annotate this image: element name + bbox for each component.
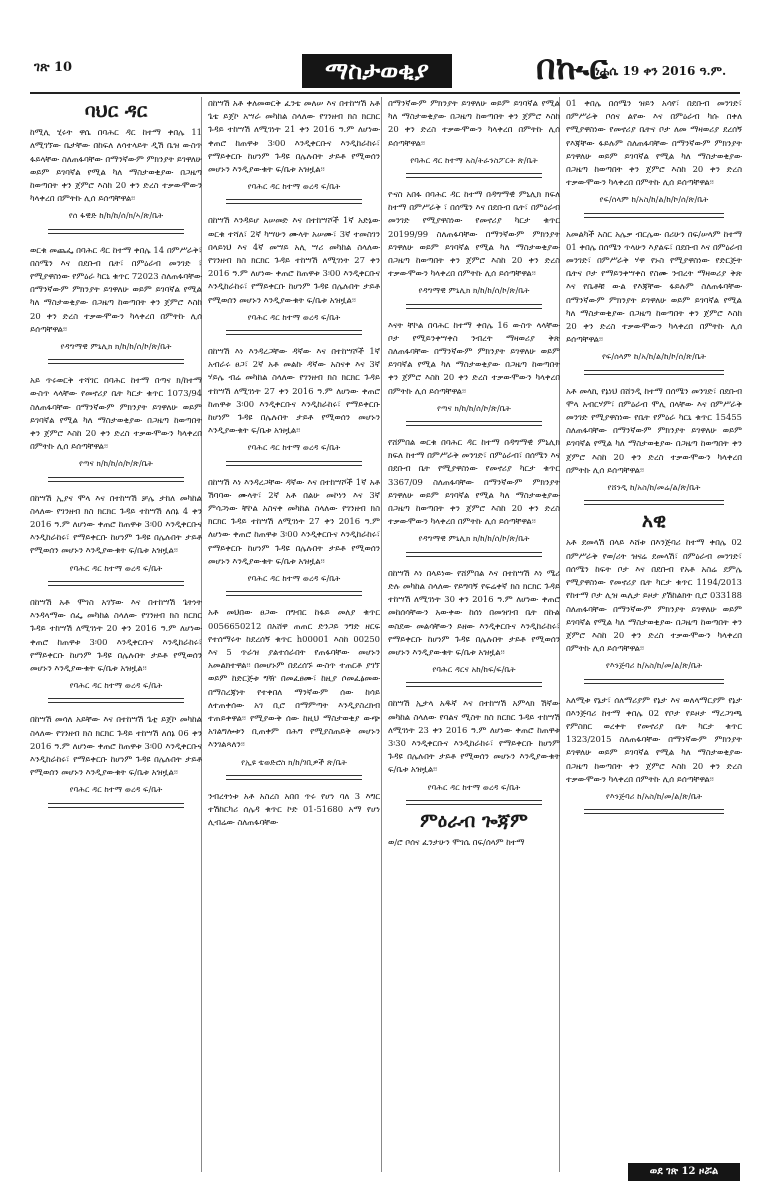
notice-signature: የባሕር ዳር ከተማ ወረዳ ፍ/ቤት [69,784,163,795]
legal-notice [566,228,742,364]
legal-notice [30,374,202,470]
legal-notice [388,97,560,167]
newspaper-name: በኲር [536,48,608,88]
section-heading-bahir-dar: ባህር ዳር [84,100,148,122]
notice-text: ከሚሊ ሂሩት ዋሴ በባሕር ዳር ከተማ ቀበሌ 11 ለሚገኘው ቤታቸው በከፍለ ለሳተላይት ዲሽ ቤዝ ውስጥ ፋይላቸው ስለጠፋባቸው በማንኛውም ምክንያት ይገዋለሁ ወይም ይገባኛል የሚል ካለ ማስታወቂያው በጋዜጣ ከወጣበት ቀን ጀምሮ እስከ 20 ቀን ድረስ ተቃውሞውን ካላቀረበ በምትኩ ሊሰ ይሰጣቸዋል፡፡ [30,127,202,204]
legal-notice [208,476,380,586]
notice-signature: የባሕር ዳር ከተማ አስ/ትራንስፖርት ጽ/ቤት [410,154,538,165]
legal-notice [388,188,560,298]
notice-signature: የባሕር ዳር ከተማ ወረዳ ፍ/ቤት [69,680,163,691]
notice-text: አቶ መህበው ፀጋው በግብር ከፋይ መለያ ቁጥር 0056650212 በአሸዋ ጠጠር ድንጋይ ንግድ ዘርፍ የተሰማሩት ከደረሰኝ ቁጥር h00001 እስከ 00250 እና 5 ጥራዝ ያልተሰራበት የጠፋባቸው መሆኑን አመልክተዋል፡፡ በመሆኑም በደረሰኙ ውስጥ ተጠርቶ ያገኘ ወይም ከድርጅቱ ግዥ በመፈፀሙ፣ ከዚያ ሶመፈፅመው በማስረጃነት የተቀበለ ማንኛውም ሰው ከሳይ ለተጠቀሰው አገ ቢሮ በማምጣት እንዲያስረክብ ተጠይቀዋል፡፡ የሚያውቅ ሰው ከዚህ ማስታወቂያ ውጭ አገልግሎቱን ቢጠቀም በሕግ የሚያስጠይቅ መሆኑን እንገልጻለን፡፡ [208,607,380,750]
legal-notice [30,713,202,796]
notice-signature: የባሕር ዳር ከተማ ወረዳ ፍ/ቤት [69,562,163,573]
legal-notice [30,596,202,692]
legal-notice [30,244,202,354]
section-title-box: ማስታወቂያ [302,54,452,88]
notice-signature: የሰ ፋዊድ ከ/ከ/ከ/ሰ/ክ/ኣ/ጽ/ቤት [68,210,164,221]
notice-separator [406,173,542,178]
notice-separator [406,421,542,426]
notice-text: በከሣሽ መሳለ አይቸው እና በተከሣሽ ጌቲ ይጀኮ መካከል ስላለው የገንዘብ ክስ ክርክር ጉዳይ ተከሣሽ ለሰኔ 06 ቀን 2016 ዓ.ም ለሆነው ቀጠሮ ከጠዋቱ 3፡00 እንዲቀርቡና እንዲከራከሩ፣ የማይቀርቡ ከሆነም ጉዳዩ በሌሉበት ታይቶ የሚወሰን መሆኑን እንዲያውቁት ፍ/ቤቱ አዝዟል፡፡ [30,714,202,778]
notice-text: አመልካች አስር አሌቃ ብርሌው በሪሁን በፍ/ሠላም ከተማ 01 ቀበሌ በሰሜን ጥላሁን እያልፍ፣ በደቡብ እና በምዕራብ መንገድ፣ በምሥራቅ ሃዋ የኑስ የሚያዋስነው የድርጅት ቤትና ቦታ የማይንቀሣቀስ የስሙ ንብረት ማዛወሪያ ቅጽ እና የቤቶቹ ውል የእጃቸው ፋይሉም ስለጠፋባቸው በማንኛውም ምክንያት ይገዋለሁ ወይም ይገባኛል የሚል ካለ ማስታወቂያው በጋዜጣ ከወጣበት ቀን ጀምሮ እስከ 20 ቀን ድረስ ተቃውሞውን ካላቀረበ በምትኩ ሊሰ ይሰጣቸዋል፡፡ [566,228,742,345]
section-heading-awi: አዊ [641,510,667,533]
column-2 [208,97,380,831]
notice-separator [406,304,542,309]
notice-text: ወ/ሮ ቦሰና ፈንታሁን ሞገሴ በፍ/ሰላም ከተማ [388,836,525,847]
legal-notice [566,97,742,207]
notice-separator [584,213,724,218]
notice-separator [406,552,542,557]
notice-separator [226,199,362,204]
notice-signature: የዳግማዊ ምኒሊክ ክ/ከ/ከ/ሰ/ኮ/ጽ/ቤት [418,533,530,544]
legal-notice [566,536,742,672]
notice-text: በከሣሽ እነ እንዳረጋቸው ዳኛው እና በተከሣሾች 1ኛ አብራሩ ፀጋ፣ 2ኛ አቶ መልኩ ዳኛው አስናቀ እና 3ኛ ሃይሌ ብሬ መካከል ስላለው የገንዘብ ክስ ክርክር ጉዳይ ተከሣሽ ለሚገነት 27 ቀን 2016 ዓ.ም ለሆነው ቀጠሮ ከጠዋቱ 3፡00 እንዲቀርቡና እንዲከራከሩ፣ የማይቀርቡ ከሆነም ጉዳዩ በሌሉበት ታይቶ የሚወሰን መሆኑን እንዲያውቁት ፍ/ቤቱ አዝዟል፡፡ [208,346,380,436]
notice-signature: የኢዩ ቴወድሮስ ክ/ከ/ገቢዎች ጽ/ቤት [241,756,347,767]
notice-text: አይ ጥሩወርቅ ተሻገር በባሕር ከተማ በጣና ክ/ከተማ ውስጥ ላላቸው የመኖሪያ ቤት ካርታ ቁጥር 1073/94 ስለጠፋባቸው በማንኛውም ምክንያት ይገዋለሁ ወይም ይገባኛል የሚል ካለ ማስታወቂያው በጋዜጣ ከወጣበት ቀን ጀምሮ እስከ 20 ቀን ድረስ ተቃውሞውን ካላቀረበ በምትኩ ሊሰ ይሰጣቸዋል፡፡ [30,375,202,452]
notice-separator [48,229,184,234]
notice-text: በከሣሽ እንዳይሆ አሠመድ እና በተከሣሾች 1ኛ አድኔው ወርቁ ተሻለ፣ 2ኛ ካሣሁን ሙላት አሠሙ፣ 3ኛ ተመስገን በላይነህ እና 4ኛ መሣይ አሊ ሣሪ መካከል ስላለው የገንዘብ ክስ ክርክር ጉዳይ ተከሣሽ ለሚገነት 27 ቀን 2016 ዓ.ም ለሆነው ቀጠሮ ከጠዋቱ 3፡00 እንዲቀርቡና እንዲከራከሩ፣ የማይቀርቡ ከሆነም ጉዳዩ በሌሉበት ታይቶ የሚወሰን መሆኑን እንዲያውቁት ፍ/ቤቱ አዝዟል፡፡ [208,215,380,305]
notice-text: ወርቁ መጨፌ በባሕር ዳር ከተማ ቀበሌ 14 በምሥራቅ፣ በስሜን እና በደቡብ ቤት፣ በምዕራብ መንገድ ፣ የሚያዋስነው የምዕራ ካርኒ ቁጥር 72023 ስለጠፋባቸው በማንኛውም ምክንያት ይገዋለሁ ወይም ይገባኛል የሚል ካለ ማስታወቂያው በጋዜጣ ከወጣበት ቀን ጀምሮ እስከ 20 ቀን ድረስ ተቃውሞውን ካላቀረበ በምትኩ ሊሰ ይሰጣቸዋል፡፡ [30,244,202,334]
notice-text: ንብረትነቱ አቶ አስረስ አበበ ጥሩ የሆነ ባለ 3 እግር ተሽከርካሪ ሰሌዳ ቁጥር ኮድ 01-51680 አማ የሆነ ሊብሬው ስለጠፋባቸው [208,790,380,828]
notice-text: በከሣሽ ኢታላ አዱኛ እና በተከሣሽ አምላክ ሽኛው መካከል ስላለው የባልና ሚስት ክስ ክርክር ጉዳይ ተከሣሽ ለሚገነት 23 ቀን 2016 ዓ.ም ለሆነው ቀጠሮ ከጠዋቱ 3፡30 እንዲቀርቡና እንዲከራከሩ፣ የማይቀርቡ ከሆነም ጉዳዩ በሌሉበት ታይቶ የሚወሰን መሆኑን እንዲያውቁት ፍ/ቤቱ አዝዟል፡፡ [388,698,560,775]
notice-separator [48,803,184,808]
notice-separator [48,698,184,703]
notice-signature: የጣና ክ/ከ/ከ/ሰ/ኮ/ጽ/ቤት [437,402,511,413]
notice-text: አቶ ደመላሽ በላይ እሸቱ በእንጅባሪ ከተማ ቀበሌ 02 በምሥራቅ የወ/ሪት ዝናሬ ደመላሽ፣ በምዕራብ መንገድ፣ በሰሜን ከፍት ቦታ እና በደቡብ የአቶ አስሬ ደምሌ የሚያዋስነው የመኖሪያ ቤት ካርታ ቁጥር 1194/2013 የከተማ ቦታ ሊዝ ዉሊታ ይዞታ ያሽከልክት ቢሮ 033188 ስለጠፋባቸው በማንኛውም ምክንያት ይገዋለሁ ወይም ይገባኛል የሚል ካለ ማስታወቂያው በጋዜጣ ከወጣበት ቀን ጀምሮ እስከ 20 ቀን ድረስ ተቃውሞውን ካላቀረበ በምትኩ ሊሰ ይሰጣቸዋል፡፡ [566,537,742,654]
notice-separator [406,800,542,805]
notice-separator [584,370,724,375]
notice-signature: የዳግማዊ ምኒሊክ ክ/ከ/ከ/ሰ/ኮ/ጽ/ቤት [60,341,172,352]
notice-signature: የዳግማዊ ምኒሊክ ክ/ከ/ከ/ሰ/ኮ/ጽ/ቤት [418,285,530,296]
notice-text: በከሣሽ ኢያና ሞላ እና በተከሣሽ ቻሌ ታከለ መካከል ስላለው የገንዘብ ክስ ክርክር ጉዳይ ተከሣሽ ለሰኔ 4 ቀን 2016 ዓ.ም ለሆነው ቀጠሮ ከጠዋቱ 3፡00 እንዲቀርቡና እንዲከራከሩ፣ የማይቀርቡ ከሆነም ጉዳዩ በሌሉበት ታይቶ የሚወሰን መሆኑን እንዲያውቁት ፍ/ቤቱ አዝዟል፡፡ [30,492,202,556]
notice-signature: የፍ/ሰላም ከ/አ/ከ/ል/ከ/ኮ/ሰ/ጽ/ቤት [601,351,707,362]
notice-signature: የባሕር ዳርና አከ/ከፍ/ፍ/ቤት [432,664,516,675]
notice-separator [226,775,362,780]
page-number: ገጽ 10 [34,60,73,75]
notice-signature: የእንጅባሪ ከ/አስ/ከ/መ/ል/ጽ/ቤት [605,660,703,671]
notice-text: 01 ቀበሌ በሰሜን ዝይን አሳየ፣ በደቡብ መንገድ፣ በምሥራቅ ቦሰና ልየው እና በምዕራብ ካሱ በቀለ የሚያዋስነው የመኖሪያ ቤትና ቦታ ለመ ማዛወሪያ ደረሰኝ የእጃቸው ፋይሉም ስለጠፋባቸው በማንኛውም ምክንያት ይገዋለሁ ወይም ይገባኛል የሚል ካለ ማስታወቂያው በጋዜጣ ከወጣበት ቀን ጀምሮ እስከ 20 ቀን ድረስ ተቃውሞውን ካላቀረበ በምትኩ ሊሰ ይሰጣቸዋል፡፡ [566,98,742,188]
section-heading-west-gojjam: ምዕራብ ጐጃም [420,809,528,832]
notice-text: የሸምበል ወርቁ በባሕር ዳር ከተማ በዳግማዊ ምኒሊክ ክፍለ ከተማ በምሥራቅ መንገድ፣ በምዕራብ፣ በሰሜን እና በደቡብ ቤት የሚያዋስነው የመኖሪያ ካርታ ቁጥር 3367/09 ስለጠፋባቸው በማንኛውም ምክንያት ይገዋለሁ ወይም ይገባኛል የሚል ካለ ማስታወቂያው በጋዜጣ ከወጣበት ቀን ጀምሮ እስከ 20 ቀን ድረስ ተቃውሞውን ካላቀረበ በምትኩ ሊሰ ይሰጣቸዋል፡፡ [388,437,560,527]
legal-notice [208,606,380,768]
notice-text: በከሣሽ አቶ ሞገስ አገኘው እና በተከሣሽ ጌትነት እንዳላማው ሰፌ መካከል ስላለው የገንዘብ ክስ ክርክር ጉዳይ ተከሣሽ ለሚገነት 20 ቀን 2016 ዓ.ም ለሆነው ቀጠሮ ከጠዋቱ 3፡00 እንዲቀርቡና እንዲከራከሩ፣ የማይቀርቡ ከሆነም ጉዳዩ በሌሉበት ታይቶ የሚወሰን መሆኑን እንዲያውቁት ፍ/ቤቱ አዝዟል፡፡ [30,596,202,673]
legal-notice [388,319,560,415]
notice-separator [226,591,362,596]
legal-notice [388,567,560,677]
legal-notice [388,436,560,546]
notice-text: ዮናስ አበፋ በባሕር ዳር ከተማ በዳግማዊ ምኒሊክ ክፍለ ከተማ በምሥራቅ ፣ በሰሜን እና በደቡብ ቤት፣ በምዕራብ መንገድ የሚያዋስነው የመኖሪያ ካርታ ቁጥር 20199/99 ስለጠፋባቸው በማንኛውም ምክንያት ይገዋለሁ ወይም ይገባኛል የሚል ካለ ማስታወቂያው በጋዜጣ ከወጣበት ቀን ጀምሮ እስከ 20 ቀን ድረስ ተቃውሞውን ካላቀረበ በምትኩ ሊሰ ይሰጣቸዋል፡፡ [388,189,560,279]
legal-notice [208,790,380,830]
legal-notice [30,126,202,222]
notice-signature: የባሕር ዳር ከተማ ወረዳ ፍ/ቤት [247,442,341,453]
page-header [0,0,768,100]
notice-text: አቶ መላኪ የኔነህ በሸንዲ ከተማ በሰሜን መንገድ፣ በደቡብ ሞላ አብርሃም፣ በምዕራብ ሞሊ በላቸው እና በምሥራቅ መንገድ የሚያዋስነው የቤት የምዕራ ካርኒ ቁጥር 15455 ስለጠፋባቸው በማንኛውም ምክንያት ይገዋለሁ ወይም ይገባኛል የሚል ካለ ማስታወቂያው በጋዜጣ ከወጣበት ቀን ጀምሮ እስከ 20 ቀን ድረስ ተቃውሞውን ካላቀረበ በምትኩ ሊሰ ይሰጣቸዋል፡፡ [566,385,742,475]
notice-text: በከሣሽ አቶ ቀለመወርቅ ፈንቴ መለሠ እና በተከሣሽ አቶ ጌቴ ይጀኮ አሣራ መካከል ስላለው የገንዘብ ክስ ክርክር ጉዳይ ተከሣሽ ለሚገነት 21 ቀን 2016 ዓ.ም ለሆነው ቀጠሮ ከጠዋቱ 3፡00 እንዲቀርቡና እንዲከራከሩ፣ የማይቀርቡ ከሆነም ጉዳዩ በሌሉበት ታይቶ የሚወሰን መሆኑን እንዲያውቁት ፍ/ቤቱ አዝዟል፡፡ [208,98,380,175]
column-3 [388,97,560,849]
continued-on-page-label: ወደ ገጽ 12 ዞሯል [628,1163,740,1181]
notice-separator [48,581,184,586]
legal-notice [30,492,202,575]
notice-signature: የሸንዲ ከ/አስ/ከ/መሬ/ል/ጽ/ቤት [607,482,701,493]
legal-notice [566,385,742,495]
notice-separator [584,679,724,684]
column-divider [381,97,382,1172]
legal-notice [208,345,380,455]
notice-separator [48,477,184,482]
notice-text: በከሣሽ እነ በላይነው የሸምበል እና በተከሣሽ እነ ሜሪ ድሉ መካከል ስላለው የይግባኝ የፍሬቀኛ ክስ ክርክር ጉዳይ ተከሣሽ ለሚገነት 30 ቀን 2016 ዓ.ም ለሆነው ቀጠሮ መከሰሳቸውን አውቀው ከሰነ በመዝገብ ቤት በኩል ወስደው መልሳቸውን ይዘው እንዲቀርቡና እንዲከራከሩ፣ የማይቀርቡ ከሆነም ጉዳዩ በሌሉበት ታይቶ የሚወሰን መሆኑን እንዲያውቁት ፍ/ቤቱ አዝዟል፡፡ [388,567,560,657]
column-1 [30,97,202,818]
notice-separator [226,330,362,335]
notice-separator [226,461,362,466]
notice-signature: የጣና ክ/ከ/ከ/ሰ/ኮ/ጽ/ቤት [79,458,153,469]
notice-signature: የእንጅባሪ ከ/አስ/ከ/መ/ል/ጽ/ቤት [605,790,703,801]
notice-signature: የፍ/ሰላም ከ/አስ/ከ/ል/ከ/ኮ/ሰ/ጽ/ቤት [599,194,709,205]
legal-notice [566,694,742,804]
header-rule [30,92,740,94]
notice-separator [48,359,184,364]
notice-signature: የባሕር ዳር ከተማ ወረዳ ፍ/ቤት [247,573,341,584]
notice-separator [406,682,542,687]
notice-signature: የባሕር ዳር ከተማ ወረዳ ፍ/ቤት [247,181,341,192]
notice-text: አለሚቱ የኔታ፣ ሰለማሪያም የኔታ እና ወለላማርያም የኔታ በእንጅባሪ ከተማ ቀበሌ 02 የቦታ የይዞታ ማረጋገጫ የምስክር ወረቀት የመኖሪያ ቤት ካርታ ቁጥር 1323/2015 ስለጠፋባቸው በማንኛውም ምክንያት ይገዋለሁ ወይም ይገባኛል የሚል ካለ ማስታወቂያው በጋዜጣ ከወጣበት ቀን ጀምሮ እስከ 20 ቀን ድረስ ተቃውሞውን ካላቀረበ በምትኩ ሊሰ ይሰጣቸዋል፡፡ [566,694,742,784]
notice-separator [584,500,724,505]
notice-text: እናት ቸኮል በባሕር ከተማ ቀበሌ 16 ውስጥ ላላቸው ቦታ የሚይንቀሣቀስ ንብረት ማዛወሪያ ቅጽ ስለጠፋባቸው በማንኛውም ምክንያት ይገዋለሁ ወይም ይገባኛል የሚል ካለ ማስታወቂያው በጋዜጣ ከወጣበት ቀን ጀምሮ እስከ 20 ቀን ድረስ ተቃውሞውን ካላቀረበ በምትኩ ሊሰ ይሰጣቸዋል፡፡ [388,319,560,396]
legal-notice [388,697,560,793]
issue-date: ነሐሴ 19 ቀን 2016 ዓ.ም. [595,64,727,78]
notice-signature: የባሕር ዳር ከተማ ወረዳ ፍ/ቤት [427,781,521,792]
notice-text: በከሣሽ እነ እንዳረጋቸው ዳኛው እና በተከሣሾች 1ኛ አቶ ሽባባው ሙላት፣ 2ኛ አቶ በልሁ መኮነን እና 3ኛ ምሳጋነው ቸኮል አስናቀ መካከል ስላለው የገንዘብ ክስ ክርክር ጉዳይ ተከሣሽ ለሚገነት 27 ቀን 2016 ዓ.ም ለሆነው ቀጠሮ ከጠዋቱ 3፡00 እንዲቀርቡና እንዲከራከሩ፣ የማይቀርቡ ከሆነም ጉዳዩ በሌሉበት ታይቶ የሚወሰን መሆኑን እንዲያውቁት ፍ/ቤቱ አዝዟል፡፡ [208,476,380,566]
column-4 [566,97,742,824]
notice-signature: የባሕር ዳር ከተማ ወረዳ ፍ/ቤት [247,311,341,322]
legal-notice [208,214,380,324]
notice-separator [584,809,724,814]
notice-text: በማንኛውም ምክንያት ይገዋለሁ ወይም ይገባኛል የሚል ካለ ማስታወቂያው በጋዜጣ ከወጣበት ቀን ጀምሮ እስከ 20 ቀን ድረስ ተቃውሞውን ካላቀረበ በምትኩ ሊሰ ይሰጣቸዋል፡፡ [388,98,560,148]
legal-notice [208,97,380,193]
